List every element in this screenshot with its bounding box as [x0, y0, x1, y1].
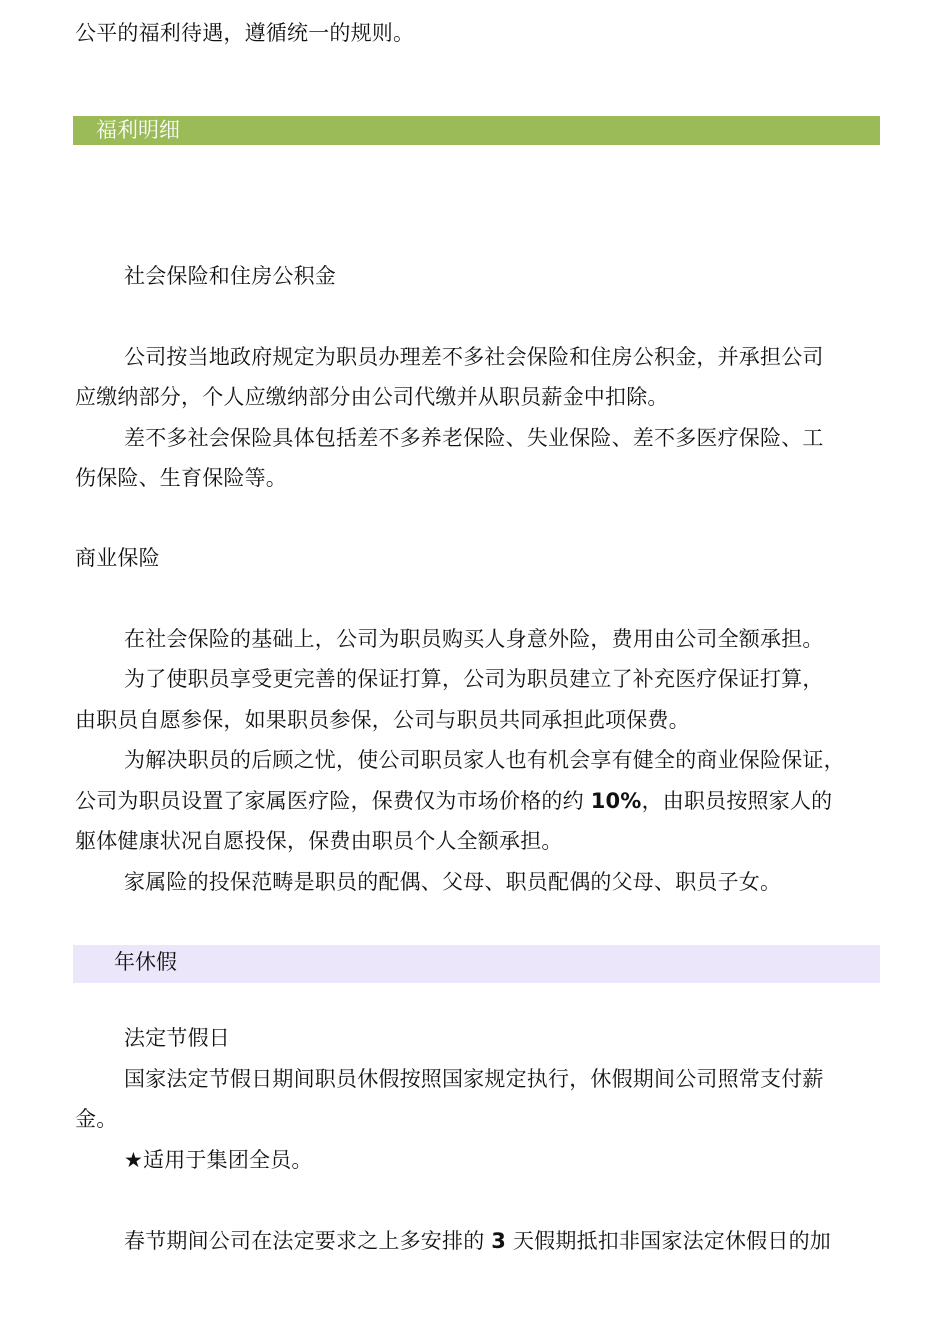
commercial-insurance-p3-line1: 为解决职员的后顾之忧，使公司职员家人也有机会享有健全的商业保险保证， [124, 748, 845, 772]
social-insurance-p2-line2: 伤保险、生育保险等。 [75, 466, 287, 490]
commercial-insurance-p4: 家属险的投保范畴是职员的配偶、父母、职员配偶的父母、职员子女。 [124, 870, 782, 894]
intro-text-tail: 公平的福利待遇，遵循统一的规则。 [75, 21, 415, 45]
commercial-insurance-p3-line3: 躯体健康状况自愿投保，保费由职员个人全额承担。 [75, 829, 563, 853]
section-header-leave [73, 945, 880, 983]
social-insurance-p1-line2: 应缴纳部分，个人应缴纳部分由公司代缴并从职员薪金中扣除。 [75, 385, 669, 409]
commercial-insurance-heading: 商业保险 [75, 546, 160, 570]
social-insurance-p2-line1: 差不多社会保险具体包括差不多养老保险、失业保险、差不多医疗保险、工 [124, 426, 824, 450]
holidays-p2-number: 3 [491, 1229, 507, 1253]
commercial-insurance-p2-line1: 为了使职员享受更完善的保证打算，公司为职员建立了补充医疗保证打算， [124, 667, 824, 691]
p3-line2-part-b: ，由职员按照家人的 [641, 789, 833, 813]
section-title-benefits: 福利明细 [96, 118, 180, 142]
section-title-leave: 年休假 [114, 950, 177, 974]
holidays-p2-part-b: 天假期抵扣非国家法定休假日的加 [506, 1229, 831, 1253]
p3-line2-percent: 10% [590, 789, 642, 813]
holidays-p2 [124, 1226, 831, 1256]
holidays-p2-part-a: 春节期间公司在法定要求之上多安排的 [124, 1229, 492, 1253]
commercial-insurance-p1: 在社会保险的基础上，公司为职员购买人身意外险，费用由公司全额承担。 [124, 627, 824, 651]
commercial-insurance-p2-line2: 由职员自愿参保，如果职员参保，公司与职员共同承担此项保费。 [75, 708, 690, 732]
holidays-p1-line2: 金。 [75, 1107, 118, 1131]
commercial-insurance-p3-line2 [75, 786, 832, 816]
holidays-p1-line1: 国家法定节假日期间职员休假按照国家规定执行，休假期间公司照常支付薪 [124, 1067, 824, 1091]
p3-line2-part-a: 公司为职员设置了家属医疗险，保费仅为市场价格的约 [75, 789, 591, 813]
section-header-benefits [73, 116, 880, 145]
social-insurance-heading: 社会保险和住房公积金 [124, 264, 336, 288]
holidays-note: ★适用于集团全员。 [124, 1148, 313, 1172]
social-insurance-p1-line1: 公司按当地政府规定为职员办理差不多社会保险和住房公积金，并承担公司 [124, 345, 824, 369]
holidays-heading: 法定节假日 [124, 1026, 230, 1050]
